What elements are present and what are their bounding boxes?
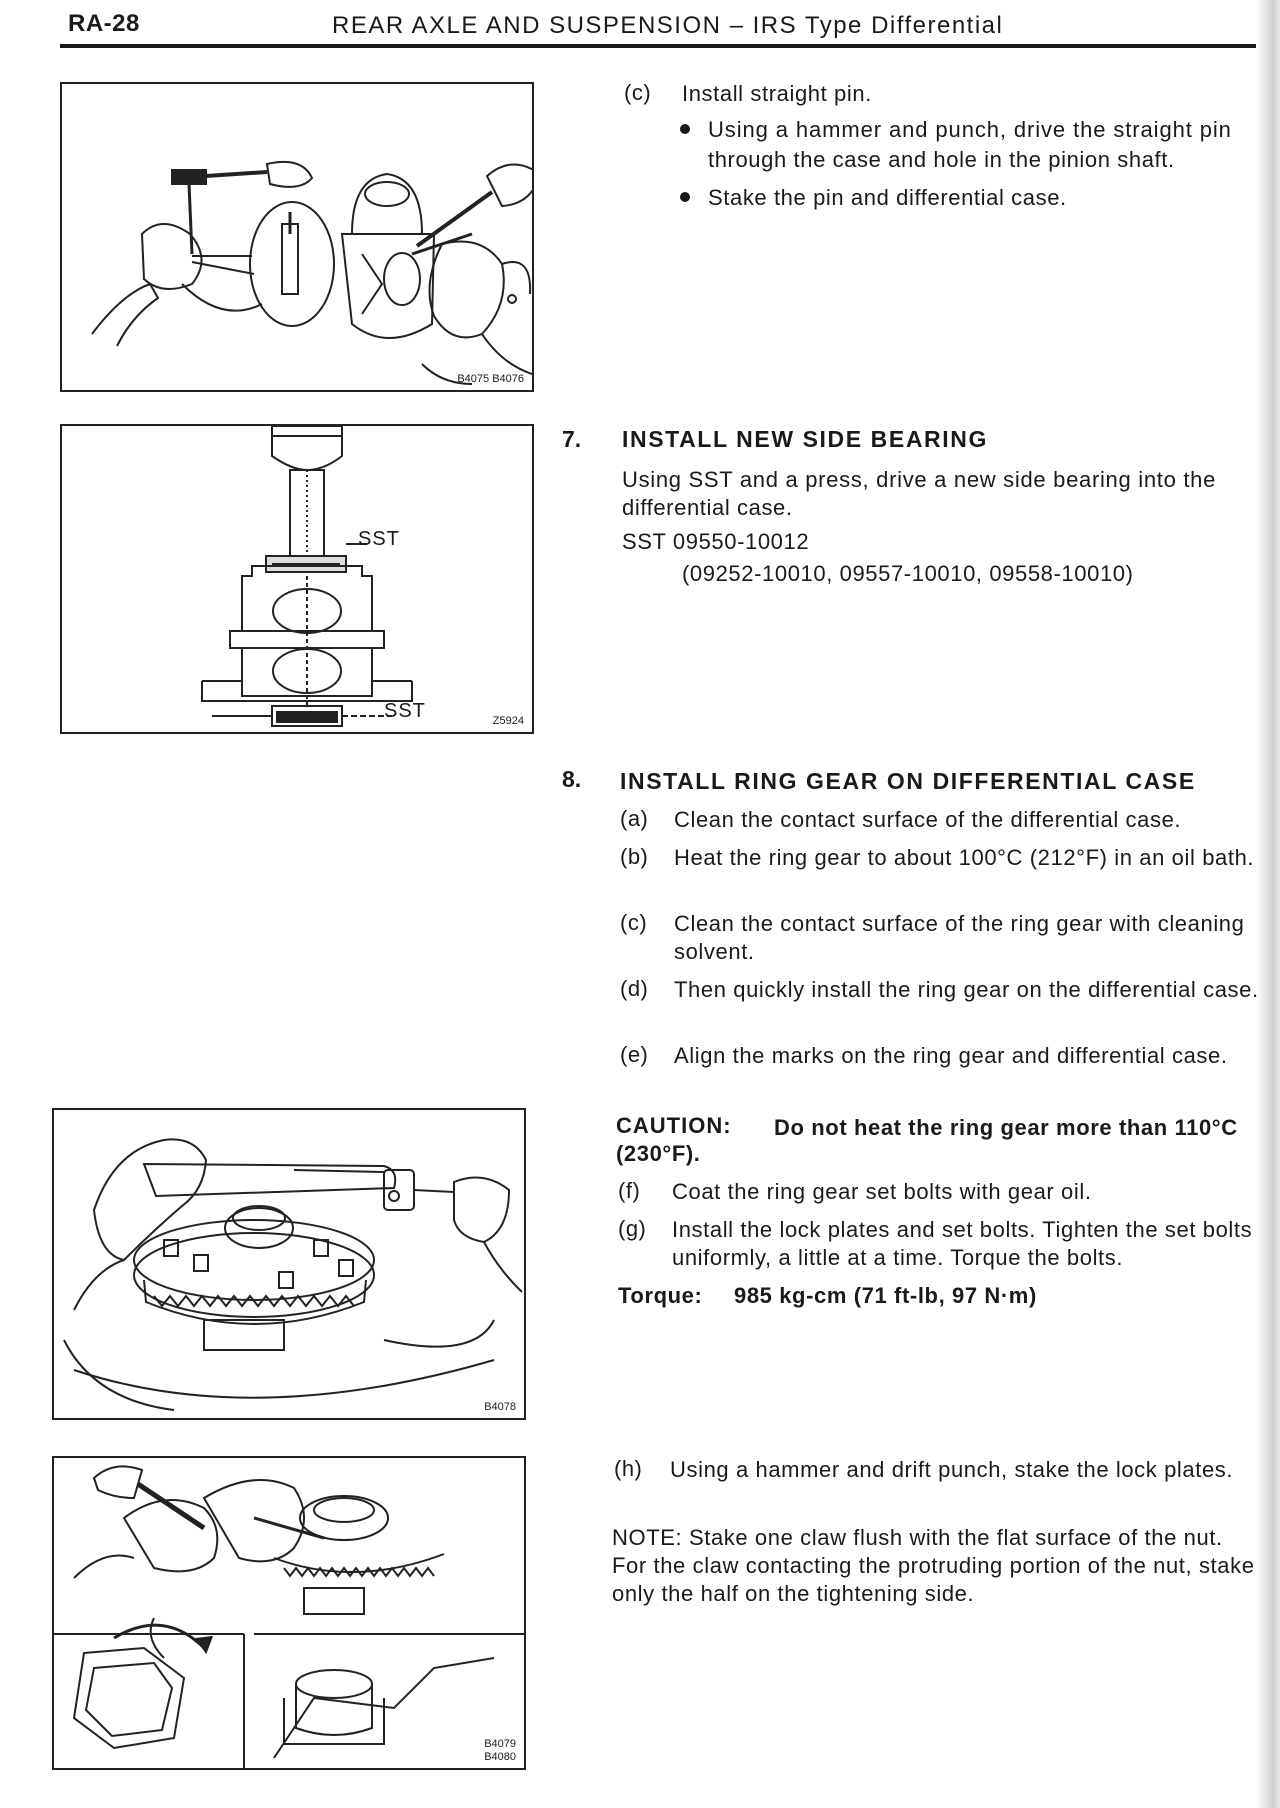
step-c-title: Install straight pin. [682, 81, 872, 106]
ring-gear-torque-illustration [54, 1110, 524, 1418]
step8-d-text: Then quickly install the ring gear on the differential case. [674, 977, 1259, 1002]
sst-callout-top: SST [358, 528, 400, 550]
side-bearing-illustration [62, 426, 532, 732]
caution-text: Do not heat the ring gear more than 110°C [774, 1115, 1238, 1140]
step8-e-text: Align the marks on the ring gear and differential case. [674, 1043, 1228, 1068]
step8-a-label: (a) [620, 806, 649, 831]
figure-code: Z5924 [492, 715, 524, 727]
figure-code: B4078 [484, 1401, 516, 1413]
figure-stake-lock-plates [52, 1456, 526, 1770]
page-code: RA-28 [68, 10, 140, 37]
figure-code-line1: B4079 [484, 1738, 516, 1750]
figure-ring-gear-torque [52, 1108, 526, 1420]
step8-f-label: (f) [618, 1178, 641, 1203]
step7-sst-line2: (09252-10010, 09557-10010, 09558-10010) [682, 561, 1134, 586]
figure-code: B4075 B4076 [457, 373, 524, 385]
step8-g-text: Install the lock plates and set bolts. Tighten the set bolts uniformly, a little at a time. Torque the bolts. [672, 1217, 1253, 1270]
bullet-icon [680, 192, 690, 202]
step8-b-text: Heat the ring gear to about 100°C (212°F) in an oil bath. [674, 845, 1255, 870]
step8-heading: INSTALL RING GEAR ON DIFFERENTIAL CASE [620, 768, 1196, 794]
step8-c-text: Clean the contact surface of the ring gear with cleaning solvent. [674, 911, 1245, 964]
note-block [612, 1524, 1262, 1608]
step7-line2: differential case. [622, 495, 793, 520]
figure-straight-pin [60, 82, 534, 392]
step8-h-label: (h) [614, 1456, 643, 1481]
step8-g-label: (g) [618, 1216, 647, 1241]
step7-heading: INSTALL NEW SIDE BEARING [622, 426, 988, 452]
step8-h-text: Using a hammer and drift punch, stake the lock plates. [670, 1457, 1234, 1482]
step-c-bullet2: Stake the pin and differential case. [708, 185, 1067, 210]
step8-c-label: (c) [620, 910, 648, 935]
step8-number: 8. [562, 766, 582, 792]
step7-number: 7. [562, 426, 582, 452]
stake-lock-plates-illustration [54, 1458, 524, 1768]
figure-code [484, 1738, 516, 1764]
bullet-icon [680, 124, 690, 134]
caution-label: CAUTION: [616, 1113, 732, 1138]
step8-f-text: Coat the ring gear set bolts with gear oil. [672, 1179, 1092, 1204]
step-c-bullet1-line2: through the case and hole in the pinion shaft. [708, 147, 1175, 172]
step-c-bullet1-line1: Using a hammer and punch, drive the straight pin [708, 117, 1232, 142]
caution-text-line2: (230°F). [616, 1141, 701, 1166]
sst-callout-bottom: SST [384, 700, 426, 722]
header-rule [60, 44, 1260, 48]
figure-code-line2: B4080 [484, 1751, 516, 1763]
figure-side-bearing [60, 424, 534, 734]
step8-e-label: (e) [620, 1042, 649, 1067]
torque-label: Torque: [618, 1283, 703, 1308]
step7-line1: Using SST and a press, drive a new side bearing into the [622, 467, 1217, 492]
step7-sst-line1: SST 09550-10012 [622, 529, 810, 554]
note-text: Stake one claw flush with the flat surface of the nut. For the claw contacting the protruding portion of the nut, stake only the half on the tightening side. [612, 1525, 1255, 1606]
page-title: REAR AXLE AND SUSPENSION – IRS Type Differential [332, 12, 1004, 39]
straight-pin-illustration [62, 84, 532, 390]
torque-value: 985 kg-cm (71 ft-lb, 97 N·m) [734, 1283, 1037, 1308]
step8-b-label: (b) [620, 844, 649, 869]
step-c-label: (c) [624, 80, 652, 105]
step8-a-text: Clean the contact surface of the differential case. [674, 807, 1182, 832]
step8-d-label: (d) [620, 976, 649, 1001]
note-label: NOTE: [612, 1525, 683, 1550]
